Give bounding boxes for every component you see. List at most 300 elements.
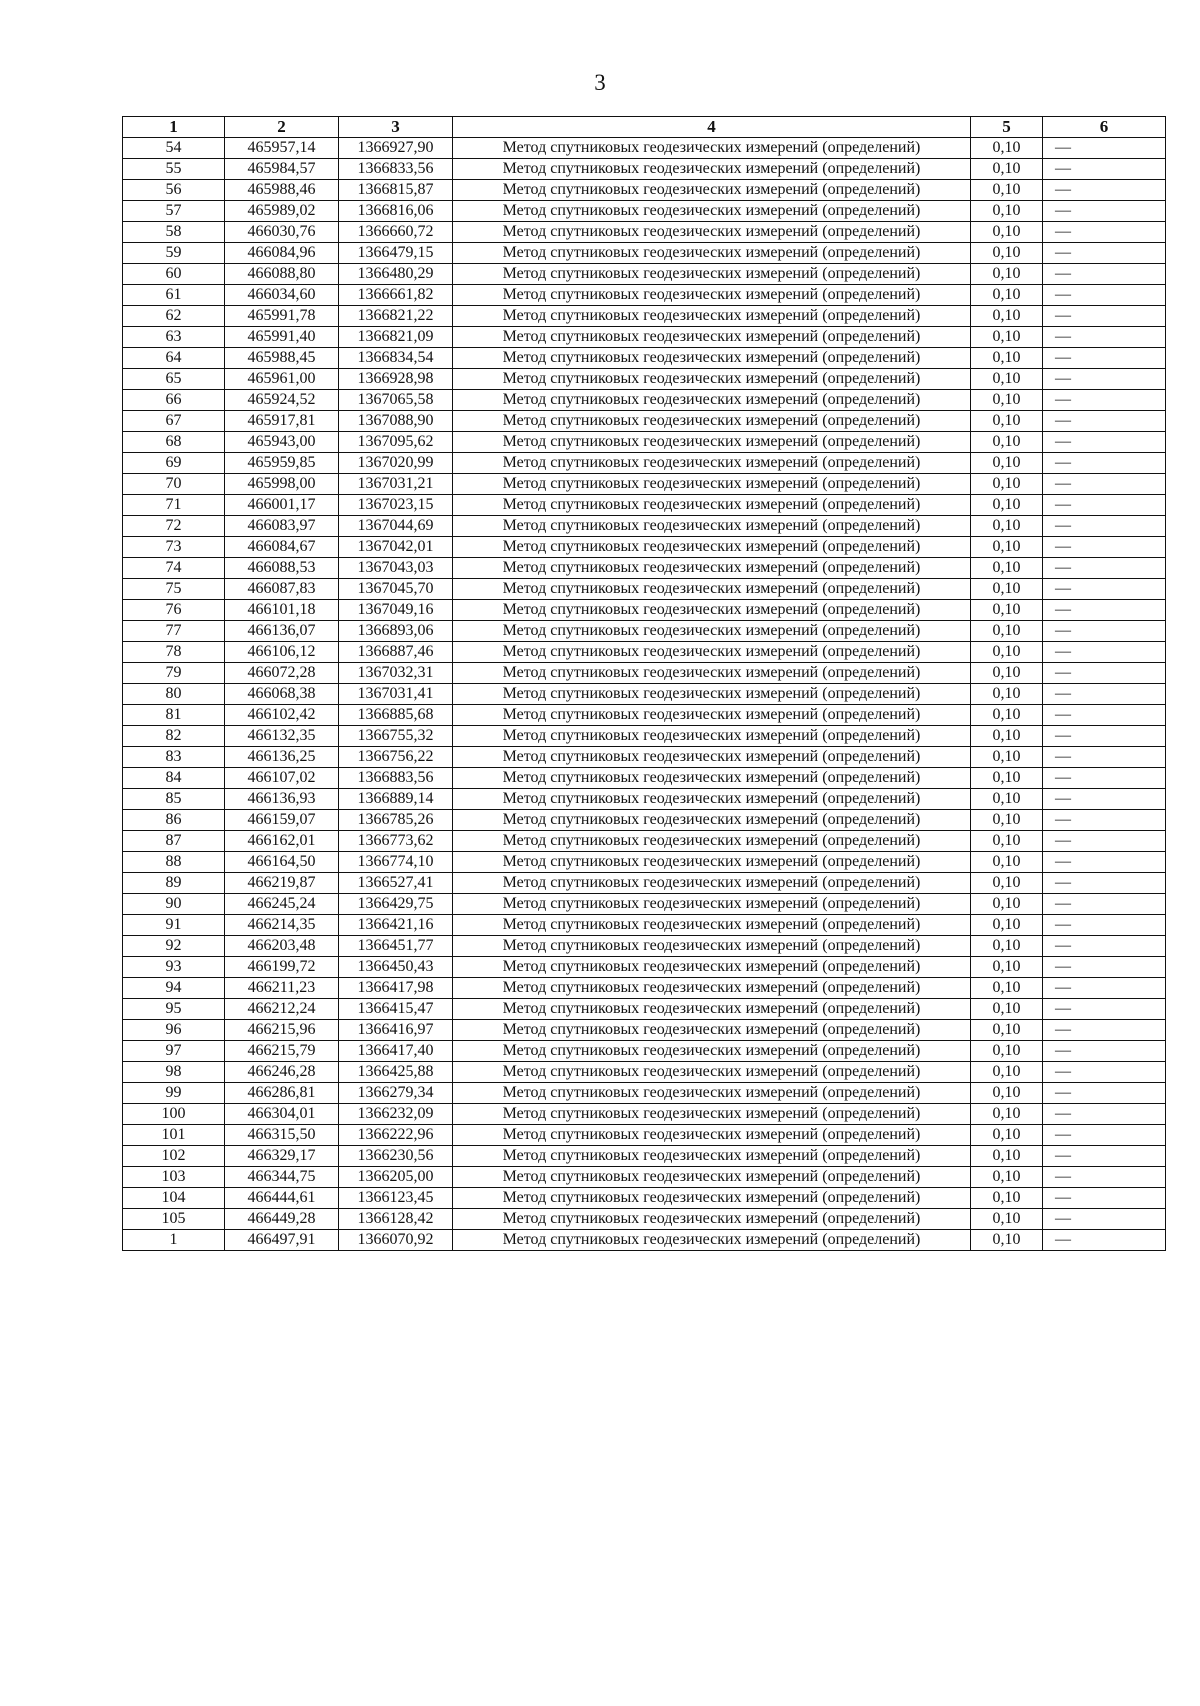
method-cell: Метод спутниковых геодезических измерений (определений) [453,1104,971,1125]
point-number-cell: 58 [123,222,225,243]
y-coordinate-cell: 1366527,41 [339,873,453,894]
description-cell: — [1043,495,1166,516]
column-header-2: 2 [225,117,339,138]
method-cell: Метод спутниковых геодезических измерений (определений) [453,831,971,852]
column-header-4: 4 [453,117,971,138]
y-coordinate-cell: 1367042,01 [339,537,453,558]
accuracy-cell: 0,10 [971,453,1043,474]
x-coordinate-cell: 466286,81 [225,1083,339,1104]
x-coordinate-cell: 466088,80 [225,264,339,285]
y-coordinate-cell: 1366415,47 [339,999,453,1020]
x-coordinate-cell: 466136,25 [225,747,339,768]
table-row [123,684,1166,705]
accuracy-cell: 0,10 [971,957,1043,978]
description-cell: — [1043,705,1166,726]
description-cell: — [1043,726,1166,747]
description-cell: — [1043,621,1166,642]
method-cell: Метод спутниковых геодезических измерений (определений) [453,243,971,264]
table-row [123,1125,1166,1146]
column-header-6: 6 [1043,117,1166,138]
y-coordinate-cell: 1366660,72 [339,222,453,243]
description-cell: — [1043,810,1166,831]
x-coordinate-cell: 466136,07 [225,621,339,642]
column-header-3: 3 [339,117,453,138]
accuracy-cell: 0,10 [971,243,1043,264]
point-number-cell: 104 [123,1188,225,1209]
point-number-cell: 67 [123,411,225,432]
y-coordinate-cell: 1366774,10 [339,852,453,873]
description-cell: — [1043,978,1166,999]
accuracy-cell: 0,10 [971,348,1043,369]
accuracy-cell: 0,10 [971,306,1043,327]
y-coordinate-cell: 1367065,58 [339,390,453,411]
method-cell: Метод спутниковых геодезических измерений (определений) [453,327,971,348]
accuracy-cell: 0,10 [971,579,1043,600]
table-row [123,957,1166,978]
accuracy-cell: 0,10 [971,1104,1043,1125]
accuracy-cell: 0,10 [971,1062,1043,1083]
description-cell: — [1043,474,1166,495]
method-cell: Метод спутниковых геодезических измерений (определений) [453,474,971,495]
y-coordinate-cell: 1366421,16 [339,915,453,936]
method-cell: Метод спутниковых геодезических измерений (определений) [453,999,971,1020]
x-coordinate-cell: 466203,48 [225,936,339,957]
point-number-cell: 86 [123,810,225,831]
x-coordinate-cell: 465961,00 [225,369,339,390]
y-coordinate-cell: 1367020,99 [339,453,453,474]
method-cell: Метод спутниковых геодезических измерений (определений) [453,285,971,306]
accuracy-cell: 0,10 [971,495,1043,516]
method-cell: Метод спутниковых геодезических измерений (определений) [453,915,971,936]
accuracy-cell: 0,10 [971,1083,1043,1104]
x-coordinate-cell: 466164,50 [225,852,339,873]
method-cell: Метод спутниковых геодезических измерений (определений) [453,537,971,558]
accuracy-cell: 0,10 [971,1020,1043,1041]
accuracy-cell: 0,10 [971,1230,1043,1251]
y-coordinate-cell: 1366815,87 [339,180,453,201]
description-cell: — [1043,852,1166,873]
description-cell: — [1043,936,1166,957]
y-coordinate-cell: 1367049,16 [339,600,453,621]
method-cell: Метод спутниковых геодезических измерений (определений) [453,873,971,894]
y-coordinate-cell: 1366230,56 [339,1146,453,1167]
table-row [123,873,1166,894]
point-number-cell: 73 [123,537,225,558]
y-coordinate-cell: 1366128,42 [339,1209,453,1230]
point-number-cell: 87 [123,831,225,852]
x-coordinate-cell: 466030,76 [225,222,339,243]
table-row [123,621,1166,642]
description-cell: — [1043,180,1166,201]
table-row [123,810,1166,831]
accuracy-cell: 0,10 [971,1188,1043,1209]
method-cell: Метод спутниковых геодезических измерений (определений) [453,600,971,621]
description-cell: — [1043,138,1166,159]
table-row [123,411,1166,432]
description-cell: — [1043,1104,1166,1125]
description-cell: — [1043,516,1166,537]
point-number-cell: 84 [123,768,225,789]
y-coordinate-cell: 1366205,00 [339,1167,453,1188]
description-cell: — [1043,222,1166,243]
accuracy-cell: 0,10 [971,201,1043,222]
method-cell: Метод спутниковых геодезических измерений (определений) [453,684,971,705]
y-coordinate-cell: 1366816,06 [339,201,453,222]
y-coordinate-cell: 1366883,56 [339,768,453,789]
table-row [123,1041,1166,1062]
method-cell: Метод спутниковых геодезических измерений (определений) [453,558,971,579]
method-cell: Метод спутниковых геодезических измерений (определений) [453,516,971,537]
point-number-cell: 81 [123,705,225,726]
method-cell: Метод спутниковых геодезических измерений (определений) [453,495,971,516]
method-cell: Метод спутниковых геодезических измерений (определений) [453,432,971,453]
point-number-cell: 99 [123,1083,225,1104]
description-cell: — [1043,390,1166,411]
y-coordinate-cell: 1366893,06 [339,621,453,642]
method-cell: Метод спутниковых геодезических измерений (определений) [453,222,971,243]
x-coordinate-cell: 466162,01 [225,831,339,852]
y-coordinate-cell: 1366756,22 [339,747,453,768]
point-number-cell: 66 [123,390,225,411]
description-cell: — [1043,831,1166,852]
x-coordinate-cell: 466102,42 [225,705,339,726]
table-row [123,558,1166,579]
method-cell: Метод спутниковых геодезических измерений (определений) [453,411,971,432]
x-coordinate-cell: 466132,35 [225,726,339,747]
description-cell: — [1043,348,1166,369]
accuracy-cell: 0,10 [971,1209,1043,1230]
y-coordinate-cell: 1366232,09 [339,1104,453,1125]
method-cell: Метод спутниковых геодезических измерений (определений) [453,453,971,474]
y-coordinate-cell: 1367043,03 [339,558,453,579]
table-row [123,831,1166,852]
x-coordinate-cell: 466034,60 [225,285,339,306]
accuracy-cell: 0,10 [971,894,1043,915]
y-coordinate-cell: 1366450,43 [339,957,453,978]
x-coordinate-cell: 466107,02 [225,768,339,789]
table-row [123,138,1166,159]
y-coordinate-cell: 1367045,70 [339,579,453,600]
accuracy-cell: 0,10 [971,159,1043,180]
table-row [123,789,1166,810]
table-row [123,306,1166,327]
method-cell: Метод спутниковых геодезических измерений (определений) [453,726,971,747]
accuracy-cell: 0,10 [971,516,1043,537]
point-number-cell: 72 [123,516,225,537]
description-cell: — [1043,1209,1166,1230]
point-number-cell: 82 [123,726,225,747]
y-coordinate-cell: 1367088,90 [339,411,453,432]
method-cell: Метод спутниковых геодезических измерений (определений) [453,579,971,600]
x-coordinate-cell: 466084,96 [225,243,339,264]
table-row [123,180,1166,201]
point-number-cell: 88 [123,852,225,873]
description-cell: — [1043,327,1166,348]
column-header-5: 5 [971,117,1043,138]
description-cell: — [1043,642,1166,663]
y-coordinate-cell: 1366755,32 [339,726,453,747]
accuracy-cell: 0,10 [971,558,1043,579]
y-coordinate-cell: 1366429,75 [339,894,453,915]
accuracy-cell: 0,10 [971,642,1043,663]
x-coordinate-cell: 465924,52 [225,390,339,411]
table-row [123,999,1166,1020]
method-cell: Метод спутниковых геодезических измерений (определений) [453,1020,971,1041]
accuracy-cell: 0,10 [971,138,1043,159]
point-number-cell: 89 [123,873,225,894]
x-coordinate-cell: 466344,75 [225,1167,339,1188]
x-coordinate-cell: 465957,14 [225,138,339,159]
method-cell: Метод спутниковых геодезических измерений (определений) [453,1230,971,1251]
x-coordinate-cell: 466211,23 [225,978,339,999]
method-cell: Метод спутниковых геодезических измерений (определений) [453,264,971,285]
page-number: 3 [594,70,606,95]
y-coordinate-cell: 1366928,98 [339,369,453,390]
method-cell: Метод спутниковых геодезических измерений (определений) [453,138,971,159]
table-row [123,1188,1166,1209]
x-coordinate-cell: 465991,78 [225,306,339,327]
accuracy-cell: 0,10 [971,180,1043,201]
description-cell: — [1043,684,1166,705]
table-row [123,243,1166,264]
method-cell: Метод спутниковых геодезических измерений (определений) [453,705,971,726]
description-cell: — [1043,1146,1166,1167]
point-number-cell: 64 [123,348,225,369]
accuracy-cell: 0,10 [971,621,1043,642]
point-number-cell: 77 [123,621,225,642]
accuracy-cell: 0,10 [971,663,1043,684]
accuracy-cell: 0,10 [971,978,1043,999]
x-coordinate-cell: 466214,35 [225,915,339,936]
method-cell: Метод спутниковых геодезических измерений (определений) [453,1188,971,1209]
accuracy-cell: 0,10 [971,1146,1043,1167]
method-cell: Метод спутниковых геодезических измерений (определений) [453,369,971,390]
accuracy-cell: 0,10 [971,222,1043,243]
accuracy-cell: 0,10 [971,810,1043,831]
table-row [123,1020,1166,1041]
point-number-cell: 63 [123,327,225,348]
accuracy-cell: 0,10 [971,873,1043,894]
y-coordinate-cell: 1366773,62 [339,831,453,852]
table-row [123,1104,1166,1125]
point-number-cell: 61 [123,285,225,306]
table-row [123,1083,1166,1104]
table-row [123,495,1166,516]
point-number-cell: 78 [123,642,225,663]
method-cell: Метод спутниковых геодезических измерений (определений) [453,936,971,957]
point-number-cell: 102 [123,1146,225,1167]
y-coordinate-cell: 1366479,15 [339,243,453,264]
point-number-cell: 101 [123,1125,225,1146]
x-coordinate-cell: 465988,45 [225,348,339,369]
method-cell: Метод спутниковых геодезических измерений (определений) [453,1167,971,1188]
accuracy-cell: 0,10 [971,285,1043,306]
method-cell: Метод спутниковых геодезических измерений (определений) [453,180,971,201]
y-coordinate-cell: 1366887,46 [339,642,453,663]
table-row [123,474,1166,495]
y-coordinate-cell: 1367095,62 [339,432,453,453]
method-cell: Метод спутниковых геодезических измерений (определений) [453,747,971,768]
method-cell: Метод спутниковых геодезических измерений (определений) [453,768,971,789]
method-cell: Метод спутниковых геодезических измерений (определений) [453,1209,971,1230]
x-coordinate-cell: 466087,83 [225,579,339,600]
y-coordinate-cell: 1366480,29 [339,264,453,285]
point-number-cell: 105 [123,1209,225,1230]
accuracy-cell: 0,10 [971,999,1043,1020]
point-number-cell: 1 [123,1230,225,1251]
point-number-cell: 75 [123,579,225,600]
description-cell: — [1043,1041,1166,1062]
point-number-cell: 93 [123,957,225,978]
x-coordinate-cell: 466106,12 [225,642,339,663]
x-coordinate-cell: 466497,91 [225,1230,339,1251]
description-cell: — [1043,1167,1166,1188]
table-row [123,642,1166,663]
description-cell: — [1043,747,1166,768]
table-row [123,1209,1166,1230]
accuracy-cell: 0,10 [971,726,1043,747]
accuracy-cell: 0,10 [971,411,1043,432]
method-cell: Метод спутниковых геодезических измерений (определений) [453,810,971,831]
x-coordinate-cell: 466304,01 [225,1104,339,1125]
y-coordinate-cell: 1366070,92 [339,1230,453,1251]
x-coordinate-cell: 466199,72 [225,957,339,978]
x-coordinate-cell: 466449,28 [225,1209,339,1230]
point-number-cell: 96 [123,1020,225,1041]
x-coordinate-cell: 466329,17 [225,1146,339,1167]
description-cell: — [1043,159,1166,180]
description-cell: — [1043,957,1166,978]
table-row [123,915,1166,936]
y-coordinate-cell: 1366416,97 [339,1020,453,1041]
description-cell: — [1043,663,1166,684]
accuracy-cell: 0,10 [971,684,1043,705]
x-coordinate-cell: 466001,17 [225,495,339,516]
method-cell: Метод спутниковых геодезических измерений (определений) [453,159,971,180]
table-row [123,432,1166,453]
accuracy-cell: 0,10 [971,1125,1043,1146]
x-coordinate-cell: 465998,00 [225,474,339,495]
x-coordinate-cell: 466136,93 [225,789,339,810]
point-number-cell: 54 [123,138,225,159]
point-number-cell: 59 [123,243,225,264]
description-cell: — [1043,432,1166,453]
description-cell: — [1043,285,1166,306]
point-number-cell: 80 [123,684,225,705]
y-coordinate-cell: 1366417,40 [339,1041,453,1062]
x-coordinate-cell: 466084,67 [225,537,339,558]
accuracy-cell: 0,10 [971,537,1043,558]
description-cell: — [1043,894,1166,915]
description-cell: — [1043,537,1166,558]
description-cell: — [1043,873,1166,894]
y-coordinate-cell: 1366834,54 [339,348,453,369]
table-row [123,747,1166,768]
accuracy-cell: 0,10 [971,915,1043,936]
table-row [123,1146,1166,1167]
column-header-1: 1 [123,117,225,138]
y-coordinate-cell: 1367032,31 [339,663,453,684]
x-coordinate-cell: 466215,96 [225,1020,339,1041]
x-coordinate-cell: 465991,40 [225,327,339,348]
y-coordinate-cell: 1367031,21 [339,474,453,495]
x-coordinate-cell: 465917,81 [225,411,339,432]
table-header-row [123,117,1166,138]
description-cell: — [1043,306,1166,327]
table-row [123,1167,1166,1188]
point-number-cell: 56 [123,180,225,201]
coordinates-table [122,116,1166,1251]
description-cell: — [1043,579,1166,600]
accuracy-cell: 0,10 [971,1167,1043,1188]
method-cell: Метод спутниковых геодезических измерений (определений) [453,1146,971,1167]
description-cell: — [1043,1020,1166,1041]
table-row [123,1062,1166,1083]
table-row [123,579,1166,600]
method-cell: Метод спутниковых геодезических измерений (определений) [453,894,971,915]
method-cell: Метод спутниковых геодезических измерений (определений) [453,642,971,663]
table-row [123,159,1166,180]
method-cell: Метод спутниковых геодезических измерений (определений) [453,663,971,684]
x-coordinate-cell: 465959,85 [225,453,339,474]
table-row [123,894,1166,915]
table-row [123,285,1166,306]
table-row [123,222,1166,243]
accuracy-cell: 0,10 [971,1041,1043,1062]
description-cell: — [1043,1062,1166,1083]
description-cell: — [1043,264,1166,285]
method-cell: Метод спутниковых геодезических измерений (определений) [453,621,971,642]
x-coordinate-cell: 465989,02 [225,201,339,222]
y-coordinate-cell: 1366927,90 [339,138,453,159]
table-row [123,705,1166,726]
point-number-cell: 57 [123,201,225,222]
accuracy-cell: 0,10 [971,831,1043,852]
table-row [123,663,1166,684]
accuracy-cell: 0,10 [971,390,1043,411]
point-number-cell: 76 [123,600,225,621]
table-row [123,768,1166,789]
accuracy-cell: 0,10 [971,600,1043,621]
x-coordinate-cell: 465943,00 [225,432,339,453]
point-number-cell: 55 [123,159,225,180]
y-coordinate-cell: 1366889,14 [339,789,453,810]
point-number-cell: 68 [123,432,225,453]
y-coordinate-cell: 1366279,34 [339,1083,453,1104]
method-cell: Метод спутниковых геодезических измерений (определений) [453,1062,971,1083]
description-cell: — [1043,1125,1166,1146]
method-cell: Метод спутниковых геодезических измерений (определений) [453,348,971,369]
point-number-cell: 71 [123,495,225,516]
table-row [123,453,1166,474]
table-row [123,978,1166,999]
table-row [123,369,1166,390]
table-row [123,537,1166,558]
y-coordinate-cell: 1366451,77 [339,936,453,957]
table-row [123,600,1166,621]
table-row [123,1230,1166,1251]
point-number-cell: 92 [123,936,225,957]
y-coordinate-cell: 1366123,45 [339,1188,453,1209]
accuracy-cell: 0,10 [971,264,1043,285]
description-cell: — [1043,1188,1166,1209]
point-number-cell: 95 [123,999,225,1020]
point-number-cell: 69 [123,453,225,474]
accuracy-cell: 0,10 [971,474,1043,495]
description-cell: — [1043,999,1166,1020]
method-cell: Метод спутниковых геодезических измерений (определений) [453,1125,971,1146]
y-coordinate-cell: 1366821,22 [339,306,453,327]
